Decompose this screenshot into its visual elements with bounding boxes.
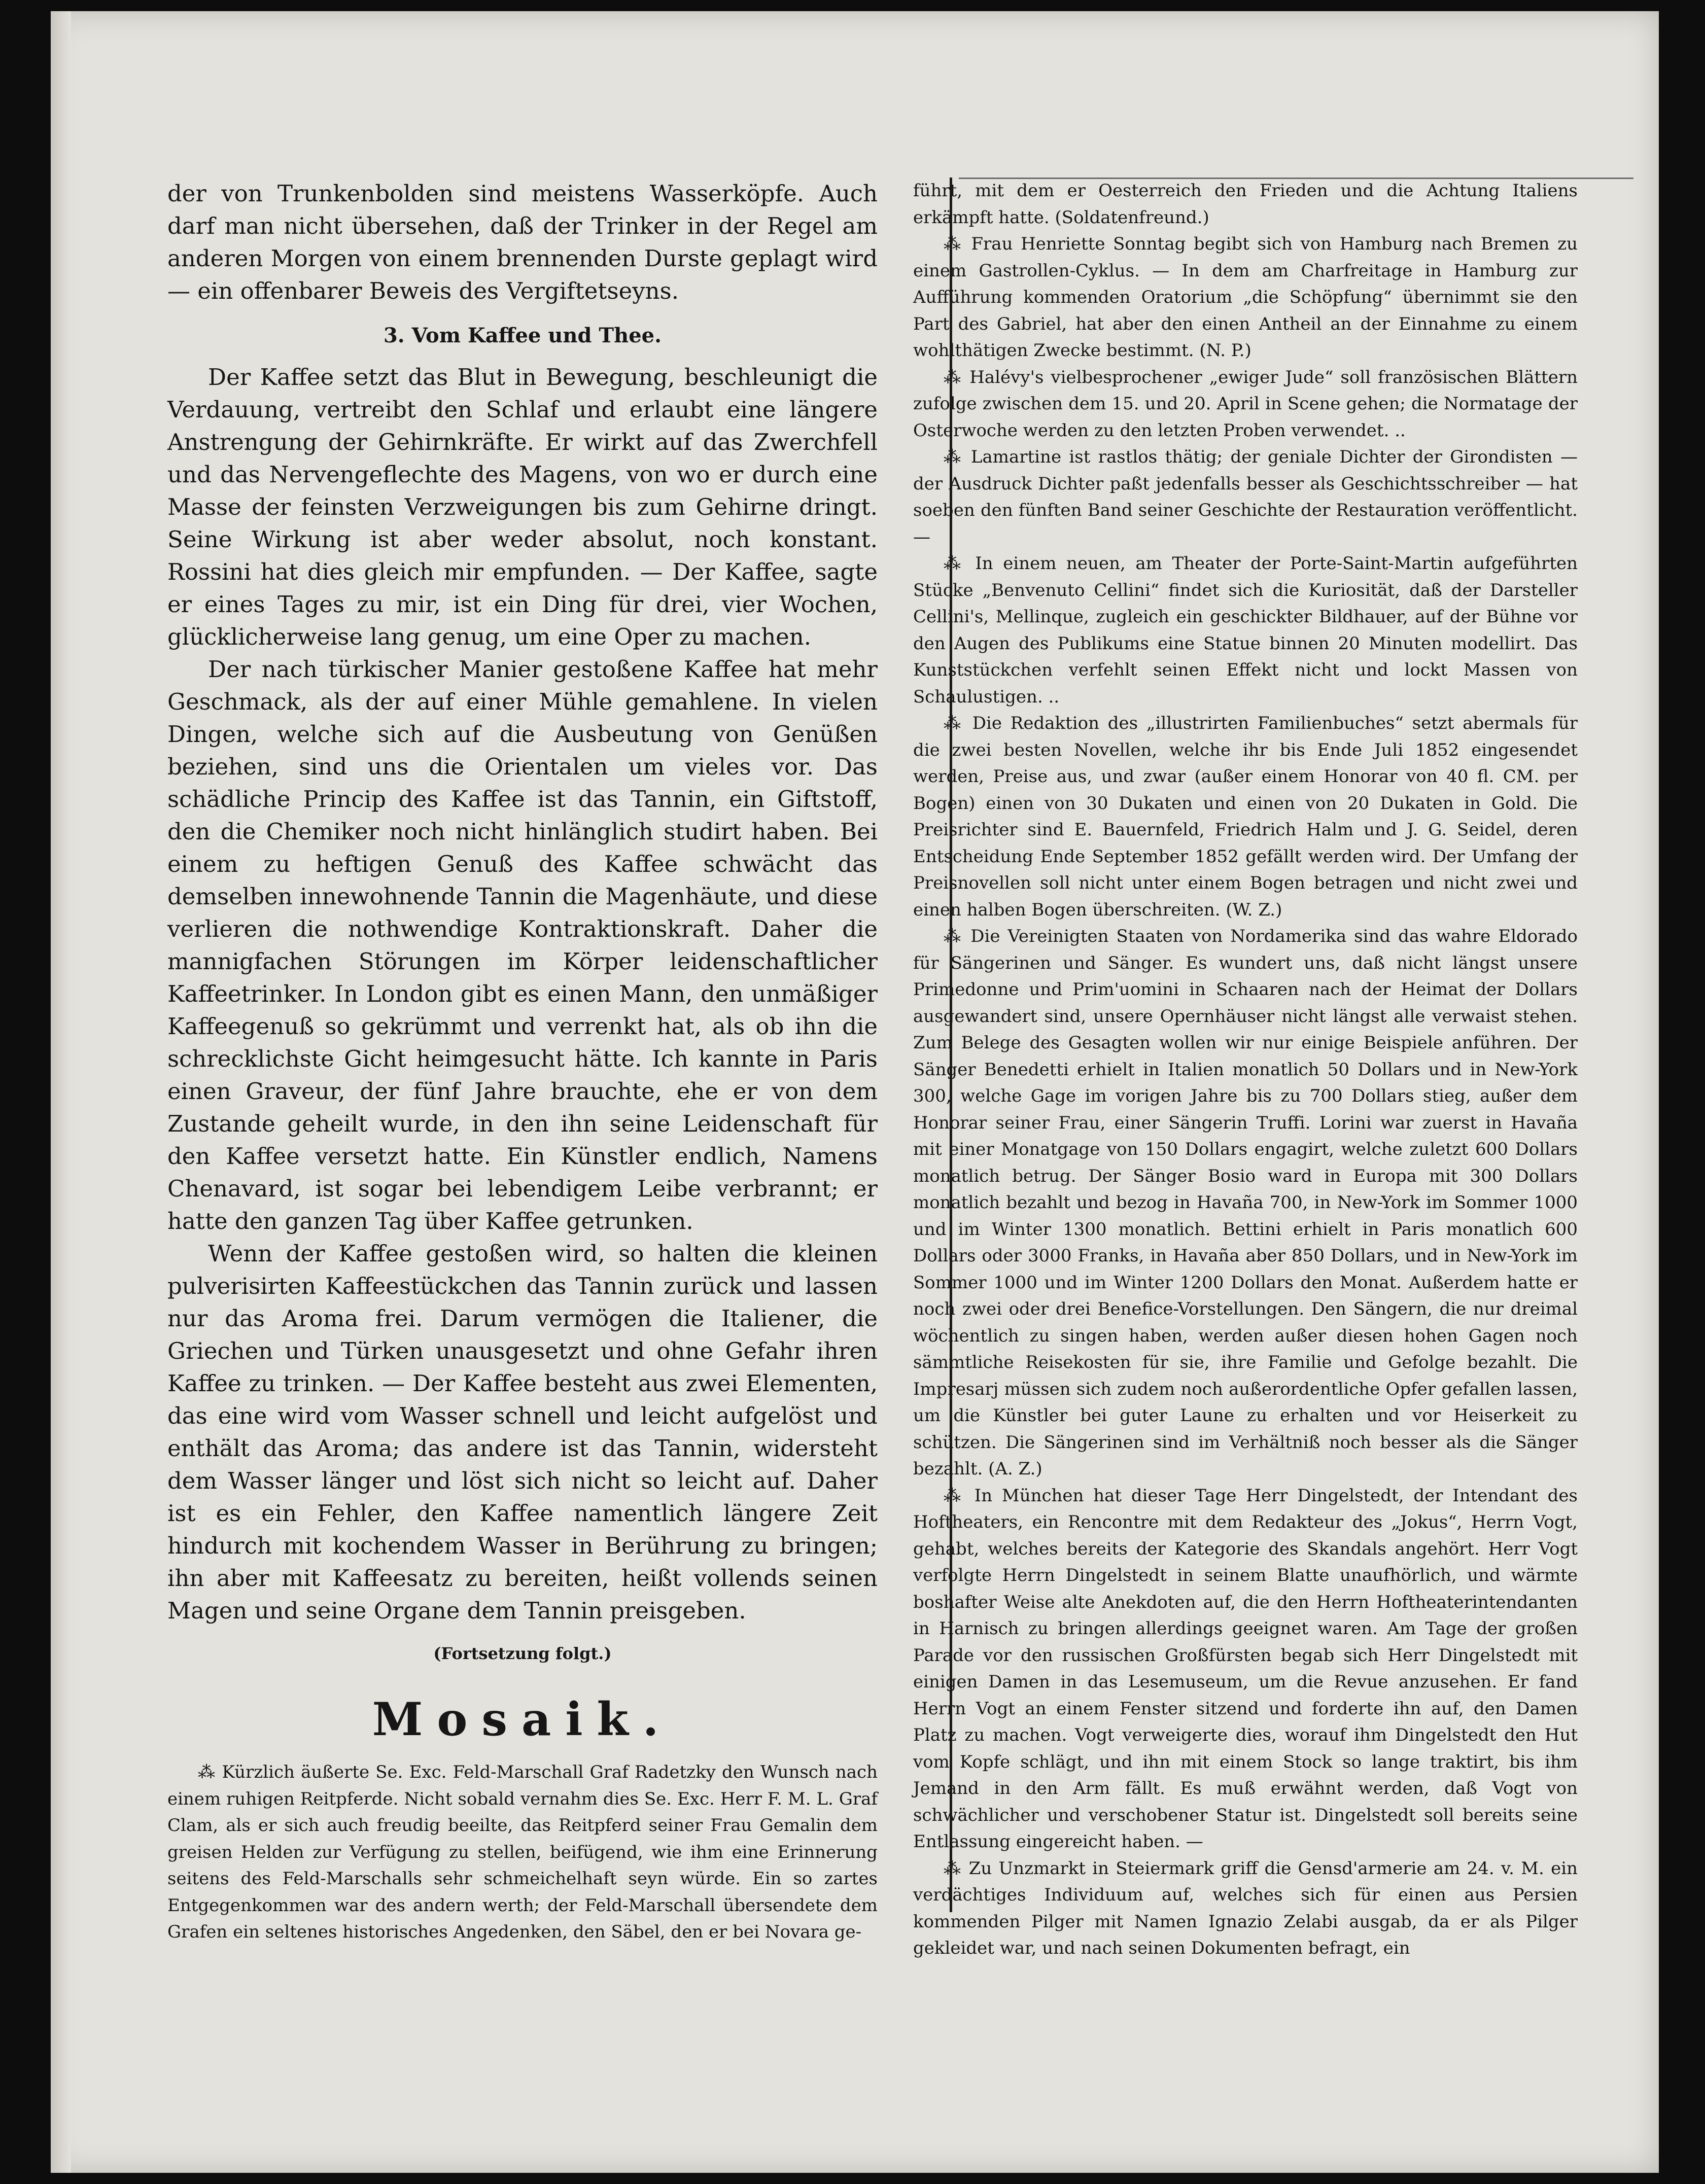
mosaik-item: ⁂ In München hat dieser Tage Herr Dingelstedt, der Intendant des Hoftheaters, ein Rencontre mit dem Redakteur des „Jokus“, Herrn Vogt, gehabt, welches bereits der Kategorie des Skandals angehört. Herr Vogt verfolgte Herrn Dingelstedt in seinem Blatte unaufhörlich, und wärmte boshafter Weise alte Anekdoten auf, die den Herrn Hoftheaterintendanten in Harnisch zu bringen allerdings geeignet waren. Am Tage der großen Parade vor den russischen Großfürsten begab sich Herr Dingelstedt mit einigen Damen in das Lesemuseum, um die Revue anzusehen. Er fand Herrn Vogt an einem Fenster sitzend und forderte ihn auf, den Damen Platz zu machen. Vogt verweigerte dies, worauf ihm Dingelstedt den Hut vom Kopfe schlägt, und ihn mit einem Stock so lange traktirt, bis ihm Jemand in den Arm fällt. Es muß erwähnt werden, daß Vogt von schwächlicher und verschobener Statur ist. Dingelstedt soll bereits seine Entlassung eingereicht haben. —: [913, 1485, 1578, 1852]
mosaik-item: ⁂ Zu Unzmarkt in Steiermark griff die Gensd'armerie am 24. v. M. ein verdächtiges Individuum auf, welches sich für einen aus Persien kommenden Pilger mit Namen Ignazio Zelabi ausgab, da er als Pilger gekleidet war, und nach seinen Dokumenten befragt, ein: [913, 1858, 1578, 1958]
mosaik-heading: Mosaik.: [372, 1693, 673, 1746]
left-column: [167, 178, 878, 1942]
mosaik-item: ⁂ Halévy's vielbesprochener „ewiger Jude“ soll französischen Blättern zufolge zwischen dem 15. und 20. April in Scene gehen; die Normatage der Osterwoche werden zu den letzten Proben verwendet. ..: [913, 367, 1578, 441]
mosaik-item: ⁂ In einem neuen, am Theater der Porte-Saint-Martin aufgeführten Stücke „Benvenuto Cellini“ findet sich die Kuriosität, daß der Darsteller Cellini's, Mellinque, zugleich ein geschickter Bildhauer, auf der Bühne vor den Augen des Publikums eine Statue binnen 20 Minuten modellirt. Das Kunststückchen verfehlt seinen Effekt nicht und lockt Massen von Schaulustigen. ..: [913, 553, 1578, 707]
page-binding-shadow: [51, 11, 71, 2173]
continuation-note: (Fortsetzung folgt.): [433, 1644, 612, 1663]
mosaik-item: ⁂ Lamartine ist rastlos thätig; der geniale Dichter der Girondisten — der Ausdruck Dichter paßt jedenfalls besser als Geschichtsschreiber — hat soeben den fünften Band seiner Geschichte der Restauration veröffentlicht. —: [913, 447, 1578, 547]
opening-paragraph: der von Trunkenbolden sind meistens Wasserköpfe. Auch darf man nicht übersehen, daß der Trinker in der Regel am anderen Morgen von einem brennenden Durste geplagt wird — ein offenbarer Beweis des Vergiftetseyns.: [167, 180, 878, 304]
mosaik-item: ⁂ Kürzlich äußerte Se. Exc. Feld-Marschall Graf Radetzky den Wunsch nach einem ruhigen Reitpferde. Nicht sobald vernahm dies Se. Exc. Herr F. M. L. Graf Clam, als er sich auch freudig beeilte, das Reitpferd seiner Frau Gemalin dem greisen Helden zur Verfügung zu stellen, beifügend, wie ihm eine Erinnerung seitens des Feld-Marschalls sehr schmeichelhaft seyn würde. Ein so zartes Entgegenkommen war des andern werth; der Feld-Marschall übersendete dem Grafen ein seltenes historisches Angedenken, den Säbel, den er bei Novara ge-: [167, 1762, 878, 1942]
mosaik-item: ⁂ Die Vereinigten Staaten von Nordamerika sind das wahre Eldorado für Sängerinen und Sänger. Es wundert uns, daß nicht längst unsere Primedonne und Prim'uomini in Schaaren nach der Heimat der Dollars ausgewandert sind, unsere Opernhäuser nicht längst alle verwaist stehen. Zum Belege des Gesagten wollen wir nur einige Beispiele anführen. Der Sänger Benedetti erhielt in Italien monatlich 50 Dollars und in New-York 300, welche Gage im vorigen Jahre bis zu 700 Dollars stieg, außer dem Honorar seiner Frau, einer Sängerin Truffi. Lorini war zuerst in Havaña mit einer Monatgage von 150 Dollars engagirt, welche zuletzt 600 Dollars monatlich betrug. Der Sänger Bosio ward in Europa mit 300 Dollars monatlich bezahlt und bezog in Havaña 700, in New-York im Sommer 1000 und im Winter 1300 monatlich. Bettini erhielt in Paris monatlich 600 Dollars oder 3000 Franks, in Havaña aber 850 Dollars, und in New-York im Sommer 1000 und im Winter 1200 Dollars den Monat. Außerdem hatte er noch zwei oder drei Benefice-Vorstellungen. Den Sängern, die nur dreimal wöchentlich zu singen haben, werden außer diesen hohen Gagen noch sämmtliche Reisekosten für sie, ihre Familie und Gefolge bezahlt. Die Impresarj müssen sich zudem noch außerordentliche Opfer gefallen lassen, um die Künstler bei guter Laune zu erhalten und vor Heiserkeit zu schützen. Die Sängerinen sind im Verhältniß noch besser als die Sänger bezahlt. (A. Z.): [913, 926, 1578, 1479]
mosaik-section: [167, 1759, 878, 1946]
mosaik-item: ⁂ Die Redaktion des „illustrirten Familienbuches“ setzt abermals für die zwei besten Novellen, welche ihr bis Ende Juli 1852 eingesendet werden, Preise aus, und zwar (außer einem Honorar von 40 fl. CM. per Bogen) einen von 30 Dukaten und einen von 20 Dukaten in Gold. Die Preisrichter sind E. Bauernfeld, Friedrich Halm und J. G. Seidel, deren Entscheidung Ende September 1852 gefällt werden wird. Der Umfang der Preisnovellen soll nicht unter einem Bogen betragen und nicht zwei und einen halben Bogen überschreiten. (W. Z.): [913, 713, 1578, 920]
mosaik-continuation: führt, mit dem er Oesterreich den Frieden und die Achtung Italiens erkämpft hatte. (Soldatenfreund.): [913, 181, 1578, 228]
mosaik-item: ⁂ Frau Henriette Sonntag begibt sich von Hamburg nach Bremen zu einem Gastrollen-Cyklus. — In dem am Charfreitage in Hamburg zur Aufführung kommenden Oratorium „die Schöpfung“ übernimmt sie den Part des Gabriel, hat aber den einen Antheil an der Einnahme zu einem wohlthätigen Zwecke bestimmt. (N. P.): [913, 234, 1578, 361]
article-paragraph: Der nach türkischer Manier gestoßene Kaffee hat mehr Geschmack, als der auf einer Mühle gemahlene. In vielen Dingen, welche sich auf die Ausbeutung von Genüßen beziehen, sind uns die Orientalen um vieles vor. Das schädliche Princip des Kaffee ist das Tannin, ein Giftstoff, den die Chemiker noch nicht hinlänglich studirt haben. Bei einem zu heftigen Genuß des Kaffee schwächt das demselben innewohnende Tannin die Magenhäute, und diese verlieren die nothwendige Kontraktionskraft. Daher die mannigfachen Störungen im Körper leidenschaftlicher Kaffeetrinker. In London gibt es einen Mann, den unmäßiger Kaffeegenuß so gekrümmt und verrenkt hat, als ob ihn die schrecklichste Gicht heimgesucht hätte. Ich kannte in Paris einen Graveur, der fünf Jahre brauchte, ehe er von dem Zustande geheilt wurde, in den ihn seine Leidenschaft für den Kaffee versetzt hatte. Ein Künstler endlich, Namens Chenavard, ist sogar bei lebendigem Leibe verbrannt; er hatte den ganzen Tag über Kaffee getrunken.: [167, 656, 878, 1235]
section-heading: 3. Vom Kaffee und Thee.: [383, 324, 662, 347]
article-paragraph: Wenn der Kaffee gestoßen wird, so halten die kleinen pulverisirten Kaffeestückchen das Tannin zurück und lassen nur das Aroma frei. Darum vermögen die Italiener, die Griechen und Türken unausgesetzt und ohne Gefahr ihren Kaffee zu trinken. — Der Kaffee besteht aus zwei Elementen, das eine wird vom Wasser schnell und leicht aufgelöst und enthält das Aroma; das andere ist das Tannin, widersteht dem Wasser länger und löst sich nicht so leicht auf. Daher ist es ein Fehler, den Kaffee namentlich längere Zeit hindurch mit kochendem Wasser in Berührung zu bringen; ihn aber mit Kaffeesatz zu bereiten, heißt vollends seinen Magen und seine Organe dem Tannin preisgeben.: [167, 1240, 878, 1624]
right-column: [913, 178, 1578, 1958]
article-paragraph: Der Kaffee setzt das Blut in Bewegung, beschleunigt die Verdauung, vertreibt den Schlaf und erlaubt eine längere Anstrengung der Gehirnkräfte. Er wirkt auf das Zwerchfell und das Nervengeflechte des Magens, von wo er durch eine Masse der feinsten Verzweigungen bis zum Gehirne dringt. Seine Wirkung ist aber weder absolut, noch konstant. Rossini hat dies gleich mir empfunden. — Der Kaffee, sagte er eines Tages zu mir, ist ein Ding für drei, vier Wochen, glücklicherweise lang genug, um eine Oper zu machen.: [167, 364, 878, 650]
